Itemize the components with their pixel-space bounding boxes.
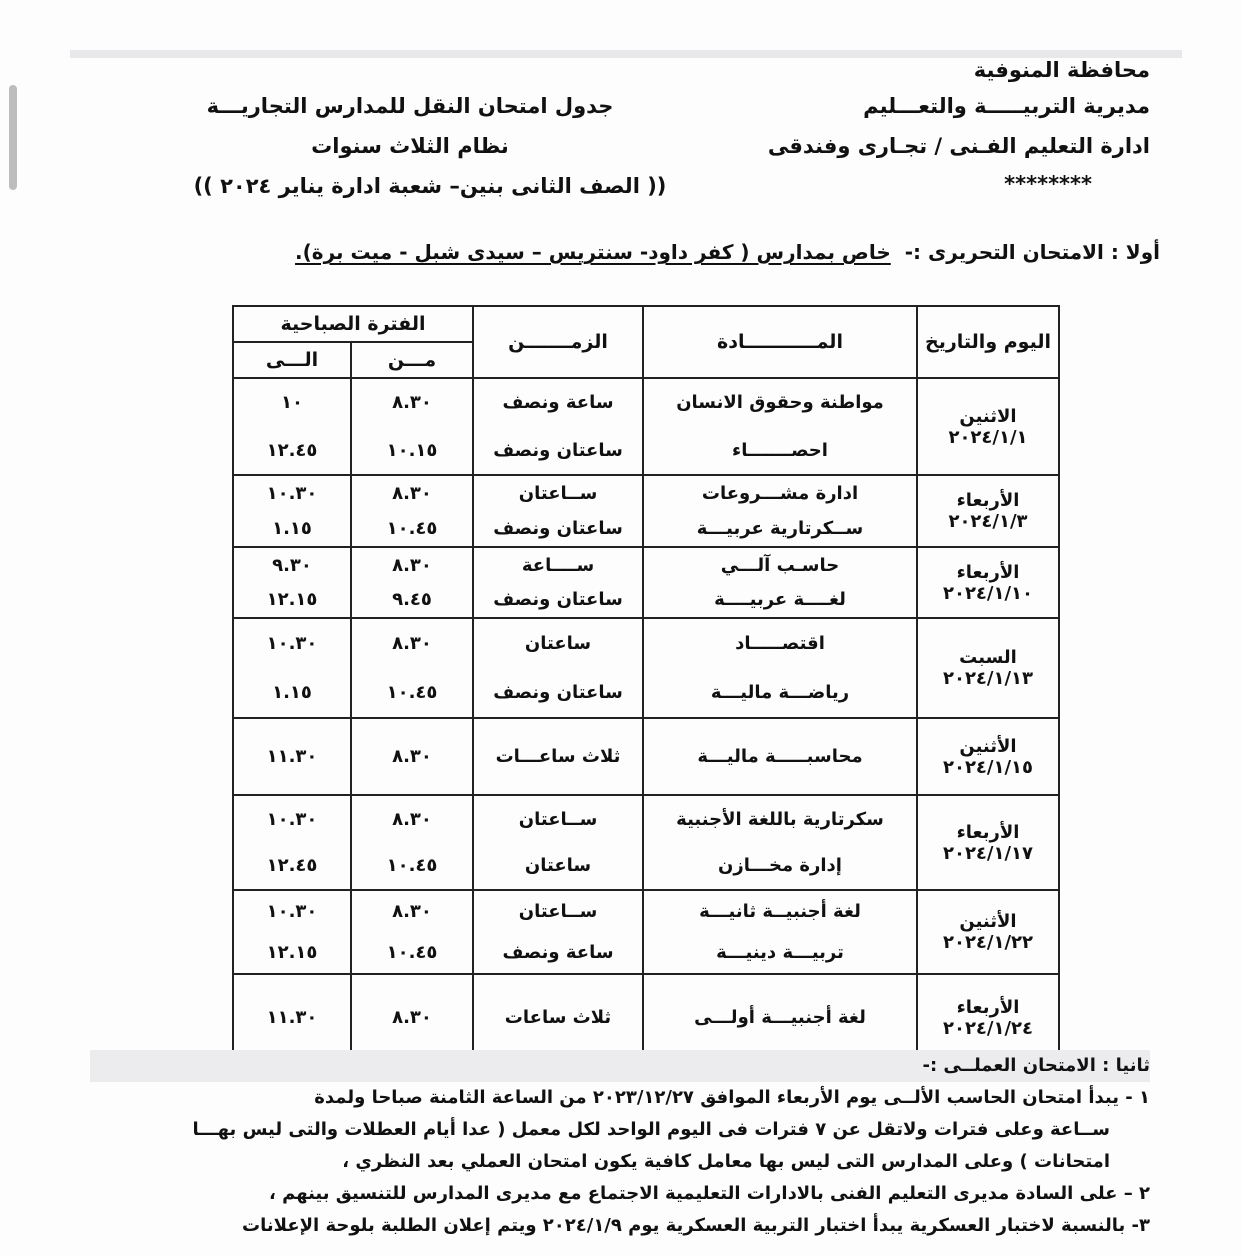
from-cell — [351, 547, 473, 618]
day-name: الأربعاء — [956, 561, 1020, 583]
table-row — [233, 795, 1059, 890]
date: ٢٠٢٤/١/٣ — [948, 511, 1028, 532]
to-value: ١٢.٤٥ — [266, 439, 318, 461]
note-line: ٣- بالنسبة لاختبار العسكرية يبدأ اختبار التربية العسكرية يوم ٢٠٢٤/١/٩ ويتم إعلان الطلبة بلوحة الإعلانات — [242, 1215, 1150, 1236]
col-duration: الزمـــــــن — [473, 306, 643, 378]
to-value: ٩.٣٠ — [272, 554, 312, 576]
date: ٢٠٢٤/١/١٣ — [942, 668, 1034, 689]
subject-value: لغة أجنبيــة ثانيـــة — [699, 901, 861, 922]
doc-title: جدول امتحان النقل للمدارس التجاريـــة — [206, 94, 614, 118]
duration-cell — [473, 618, 643, 718]
scan-edge — [70, 50, 1182, 58]
duration-value: ساعتان — [524, 855, 592, 877]
date: ٢٠٢٤/١/١٠ — [942, 582, 1034, 604]
duration-cell — [473, 475, 643, 547]
day-cell — [917, 475, 1059, 547]
day-name: الأربعاء — [956, 821, 1020, 843]
to-cell — [233, 475, 351, 547]
subject-value: لغــــة عربيــــة — [714, 589, 846, 611]
doc-class: (( الصف الثانى بنين– شعبة ادارة يناير ٢٠٢٤ )) — [193, 174, 667, 198]
duration-value: ثلاث ساعات — [504, 1007, 612, 1028]
department: ادارة التعليم الفـنى / تجـارى وفندقى — [767, 134, 1150, 158]
to-value: ١٠.٣٠ — [266, 901, 318, 922]
subject-cell — [643, 974, 917, 1061]
day-name: السبت — [959, 647, 1017, 668]
from-cell — [351, 618, 473, 718]
to-value: ١٠.٣٠ — [266, 808, 318, 830]
duration-cell — [473, 547, 643, 618]
to-cell — [233, 795, 351, 890]
subject-value: ادارة مشـــروعات — [701, 483, 859, 504]
date: ٢٠٢٤/١/١٥ — [942, 756, 1034, 778]
duration-value: ساعتان ونصف — [493, 518, 623, 539]
stars-divider: ******** — [1004, 172, 1092, 196]
to-value: ١.١٥ — [272, 682, 312, 703]
duration-cell — [473, 378, 643, 475]
duration-value: ســاعتان — [518, 808, 598, 830]
to-value: ١٢.١٥ — [266, 942, 318, 963]
to-cell — [233, 618, 351, 718]
subject-cell — [643, 795, 917, 890]
subject-value: محاسبـــــة ماليـــة — [697, 746, 863, 767]
exam-table — [232, 305, 1060, 1062]
from-cell — [351, 378, 473, 475]
to-value: ١٢.٤٥ — [266, 855, 318, 877]
subject-cell — [643, 547, 917, 618]
subject-value: سكرتارية باللغة الأجنبية — [676, 808, 884, 830]
from-cell — [351, 890, 473, 974]
table-row — [233, 718, 1059, 795]
duration-value: ساعتان — [524, 633, 592, 654]
subject-cell — [643, 890, 917, 974]
date: ٢٠٢٤/١/٢٤ — [942, 1017, 1034, 1039]
subject-cell — [643, 475, 917, 547]
day-name: الأربعاء — [956, 996, 1020, 1018]
to-cell — [233, 890, 351, 974]
governorate: محافظة المنوفية — [973, 58, 1150, 82]
from-cell — [351, 475, 473, 547]
scrollbar[interactable] — [9, 85, 17, 190]
subject-value: تربيـــة دينيـــة — [716, 942, 844, 963]
date: ٢٠٢٤/١/١ — [948, 426, 1028, 448]
subject-value: مواطنة وحقوق الانسان — [676, 392, 884, 414]
day-cell — [917, 890, 1059, 974]
note-line: ١ - يبدأ امتحان الحاسب الألــى يوم الأربعاء الموافق ٢٠٢٣/١٢/٢٧ من الساعة الثامنة صباحا ولمدة — [314, 1087, 1150, 1108]
duration-value: ساعتان ونصف — [493, 589, 623, 611]
doc-subtitle: نظام الثلاث سنوات — [311, 134, 509, 158]
subject-cell — [643, 718, 917, 795]
subject-value: إدارة مخـــازن — [718, 855, 842, 877]
from-value: ٨.٣٠ — [392, 1007, 432, 1028]
practical-section — [90, 1050, 1150, 1242]
day-name: الأثنين — [959, 735, 1017, 757]
to-value: ١١.٣٠ — [266, 746, 318, 767]
from-cell — [351, 718, 473, 795]
directorate: مديرية التربيـــــة والتعـــليم — [863, 94, 1150, 118]
from-value: ٨.٣٠ — [392, 901, 432, 922]
day-name: الأربعاء — [956, 490, 1020, 511]
subject-cell — [643, 618, 917, 718]
subject-value: اقتصـــــاد — [735, 633, 825, 654]
section2-label: ثانيا : الامتحان العملــى :- — [90, 1050, 1150, 1082]
to-cell — [233, 547, 351, 618]
from-value: ٨.٣٠ — [392, 483, 432, 504]
from-value: ٨.٣٠ — [392, 633, 432, 654]
duration-cell — [473, 890, 643, 974]
note-line: ٢ – على السادة مديرى التعليم الفنى بالادارات التعليمية الاجتماع مع مديرى المدارس للتنسيق بينهم ، — [268, 1183, 1150, 1204]
day-name: الاثنين — [959, 405, 1017, 427]
day-cell — [917, 378, 1059, 475]
duration-value: ساعة ونصف — [502, 392, 614, 414]
date: ٢٠٢٤/١/١٧ — [942, 842, 1034, 864]
from-value: ٩.٤٥ — [392, 589, 432, 611]
day-cell — [917, 718, 1059, 795]
to-value: ١١.٣٠ — [266, 1007, 318, 1028]
duration-value: ســاعتان — [518, 901, 598, 922]
day-name: الأثنين — [959, 911, 1017, 932]
from-value: ١٠.٤٥ — [386, 682, 438, 703]
duration-value: ســــاعة — [521, 554, 595, 576]
from-value: ١٠.٤٥ — [386, 942, 438, 963]
subject-value: ســكرتارية عربيـــة — [696, 518, 864, 539]
table-row — [233, 378, 1059, 475]
from-value: ٨.٣٠ — [392, 392, 432, 414]
subject-cell — [643, 378, 917, 475]
duration-value: ساعة ونصف — [502, 942, 614, 963]
from-value: ١٠.٤٥ — [386, 518, 438, 539]
to-value: ١٢.١٥ — [266, 589, 318, 611]
subject-value: رياضـــة ماليـــة — [710, 682, 850, 703]
col-day: اليوم والتاريخ — [917, 306, 1059, 378]
to-value: ١٠ — [281, 392, 303, 414]
col-period: الفترة الصباحية — [233, 306, 473, 342]
day-cell — [917, 618, 1059, 718]
duration-cell — [473, 795, 643, 890]
to-cell — [233, 974, 351, 1061]
date: ٢٠٢٤/١/٢٢ — [942, 932, 1034, 953]
from-value: ١٠.١٥ — [386, 439, 438, 461]
table-row — [233, 974, 1059, 1061]
from-value: ٨.٣٠ — [392, 746, 432, 767]
from-cell — [351, 795, 473, 890]
section1-label: أولا : الامتحان التحريرى :- — [904, 240, 1160, 264]
subject-value: احصـــــــاء — [732, 439, 828, 461]
col-from: مـــن — [351, 342, 473, 378]
from-value: ٨.٣٠ — [392, 808, 432, 830]
day-cell — [917, 547, 1059, 618]
day-cell — [917, 974, 1059, 1061]
duration-cell — [473, 718, 643, 795]
duration-value: ساعتان ونصف — [493, 682, 623, 703]
day-cell — [917, 795, 1059, 890]
col-subject: المـــــــــــادة — [643, 306, 917, 378]
table-row — [233, 547, 1059, 618]
to-cell — [233, 378, 351, 475]
table-row — [233, 475, 1059, 547]
table-row — [233, 618, 1059, 718]
to-value: ١.١٥ — [272, 518, 312, 539]
to-value: ١٠.٣٠ — [266, 633, 318, 654]
duration-cell — [473, 974, 643, 1061]
col-to: الـــى — [233, 342, 351, 378]
from-cell — [351, 974, 473, 1061]
subject-value: حاسـب آلـــي — [720, 554, 840, 576]
duration-value: ثلاث ساعـــات — [495, 746, 621, 767]
from-value: ١٠.٤٥ — [386, 855, 438, 877]
duration-value: ســاعتان — [518, 483, 598, 504]
from-value: ٨.٣٠ — [392, 554, 432, 576]
to-cell — [233, 718, 351, 795]
section1-detail: خاص بمدارس ( كفر داود- سنتريس – سيدى شبل - ميت برة). — [295, 240, 891, 264]
duration-value: ساعتان ونصف — [493, 439, 623, 461]
note-line: امتحانات ) وعلى المدارس التى ليس بها معامل كافية يكون امتحان العملي بعد النظري ، — [342, 1151, 1110, 1172]
table-row — [233, 890, 1059, 974]
note-line: ســاعة وعلى فترات ولاتقل عن ٧ فترات فى اليوم الواحد لكل معمل ( عدا أيام العطلات والتى ليس بهـــا — [192, 1119, 1110, 1140]
section1-heading — [295, 240, 1160, 264]
to-value: ١٠.٣٠ — [266, 483, 318, 504]
subject-value: لغة أجنبيـــة أولـــى — [694, 1007, 866, 1028]
